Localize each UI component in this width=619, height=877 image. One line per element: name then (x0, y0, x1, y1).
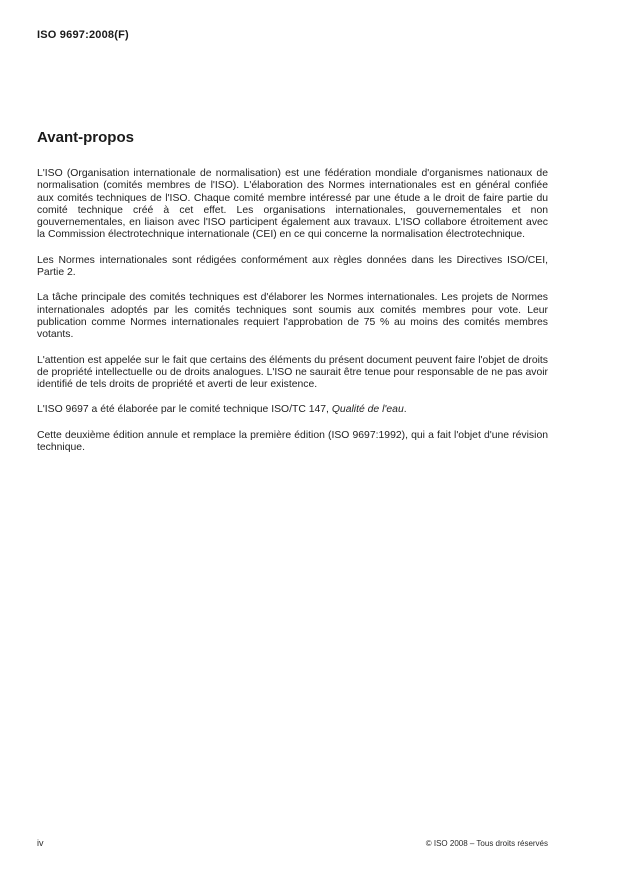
page-footer (37, 838, 548, 848)
footer-copyright: © ISO 2008 – Tous droits réservés (425, 839, 548, 848)
tc-sentence-prefix: L'ISO 9697 a été élaborée par le comité technique ISO/TC 147, (37, 404, 332, 416)
document-reference: ISO 9697:2008(F) (37, 29, 129, 41)
paragraph-edition-note: Cette deuxième édition annule et remplace la première édition (ISO 9697:1992), qui a fait l'objet d'une révision technique. (37, 429, 548, 454)
foreword-body (37, 168, 548, 467)
tc-sentence-suffix: . (403, 404, 407, 416)
footer-page-number: iv (37, 838, 44, 848)
paragraph-directives: Les Normes internationales sont rédigées conformément aux règles données dans les Directives ISO/CEI, Partie 2. (37, 254, 548, 279)
paragraph-patent-rights: L'attention est appelée sur le fait que certains des éléments du présent document peuvent faire l'objet de droits de propriété intellectuelle ou de droits analogues. L'ISO ne saurait être tenue pour responsable de ne pas avoir identifié de tels droits de propriété et averti de leur existence. (37, 354, 548, 391)
page-title: Avant-propos (37, 129, 134, 146)
paragraph-technical-committee (37, 404, 548, 416)
tc-name-italic: Qualité de l'eau (331, 404, 404, 416)
paragraph-committee-task: La tâche principale des comités techniques est d'élaborer les Normes internationales. Les projets de Normes internationales adoptés par les comités techniques sont soumis aux comités membres pour vote. Leur publication comme Normes internationales requiert l'approbation de 75 % au moins des comités membres votants. (37, 292, 548, 341)
paragraph-iso-federation: L'ISO (Organisation internationale de normalisation) est une fédération mondiale d'organismes nationaux de normalisation (comités membres de l'ISO). L'élaboration des Normes internationales est en général confiée aux comités techniques de l'ISO. Chaque comité membre intéressé par une étude a le droit de faire partie du comité technique créé à cet effet. Les organisations internationales, gouvernementales et non gouvernementales, en liaison avec l'ISO participent également aux travaux. L'ISO collabore étroitement avec la Commission électrotechnique internationale (CEI) en ce qui concerne la normalisation électrotechnique. (37, 168, 548, 241)
